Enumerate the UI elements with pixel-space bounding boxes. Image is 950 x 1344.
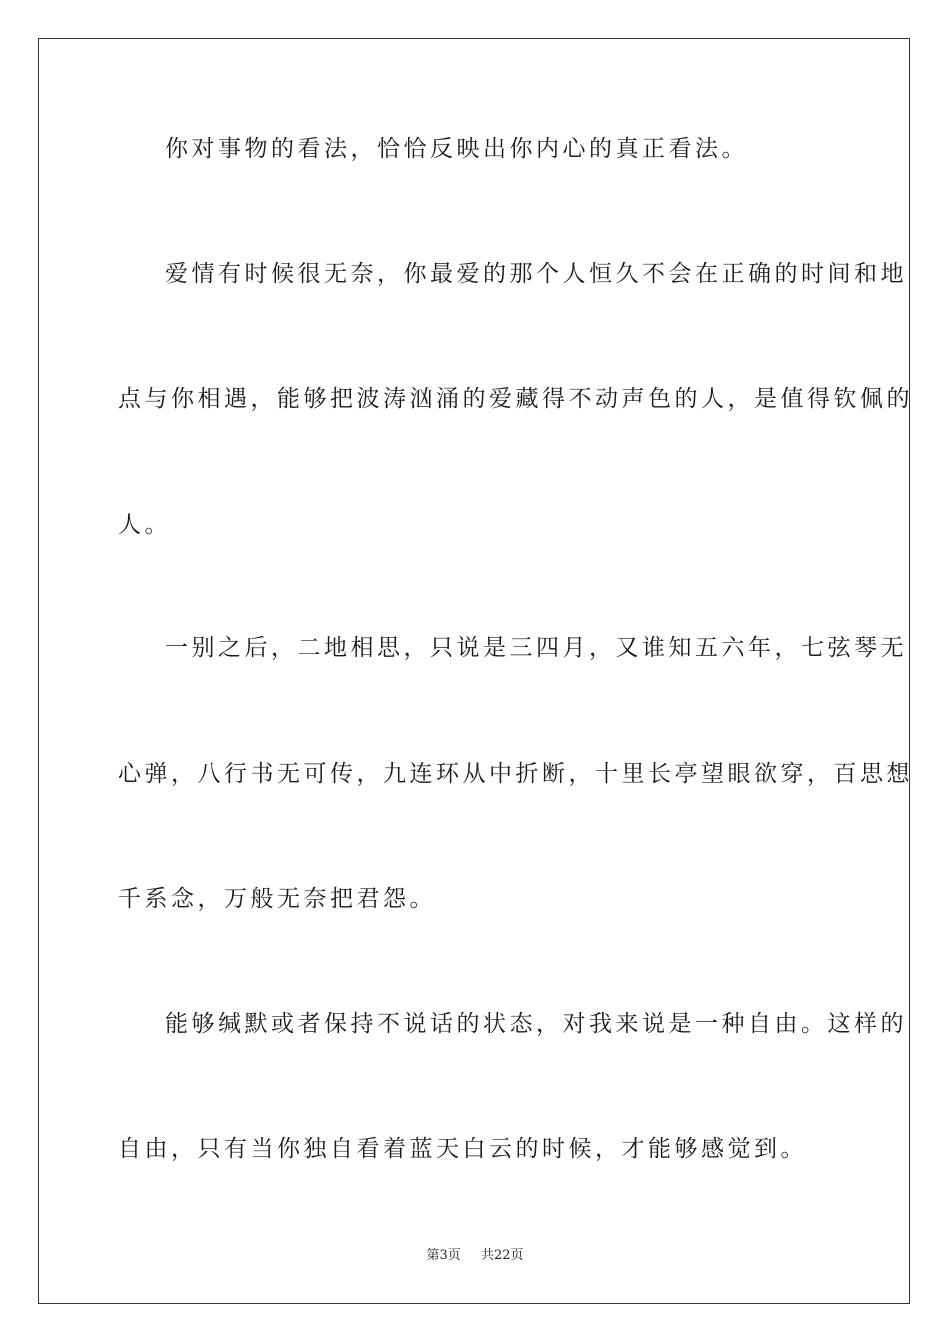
paragraph-2-line-2: 点与你相遇，能够把波涛汹涌的爱藏得不动声色的人，是值得钦佩的 [118, 386, 913, 412]
paragraph-4-line-2: 自由，只有当你独自看着蓝天白云的时候，才能够感觉到。 [118, 1136, 807, 1162]
page-footer [0, 1244, 950, 1263]
paragraph-1-line-1: 你对事物的看法，恰恰反映出你内心的真正看法。 [165, 136, 748, 162]
page-border [38, 38, 910, 1304]
paragraph-3-line-3: 千系念，万般无奈把君怨。 [118, 886, 436, 912]
paragraph-3-line-2: 心弹，八行书无可传，九连环从中折断，十里长亭望眼欲穿，百思想 [118, 761, 913, 787]
page-number: 第3页 [426, 1248, 461, 1263]
paragraph-2-line-1: 爱情有时候很无奈，你最爱的那个人恒久不会在正确的时间和地 [165, 261, 907, 287]
paragraph-3-line-1: 一别之后，二地相思，只说是三四月，又谁知五六年，七弦琴无 [165, 635, 907, 661]
paragraph-4-line-1: 能够缄默或者保持不说话的状态，对我来说是一种自由。这样的 [165, 1011, 907, 1037]
page-total: 共22页 [480, 1248, 524, 1263]
paragraph-2-line-3: 人。 [118, 512, 171, 538]
